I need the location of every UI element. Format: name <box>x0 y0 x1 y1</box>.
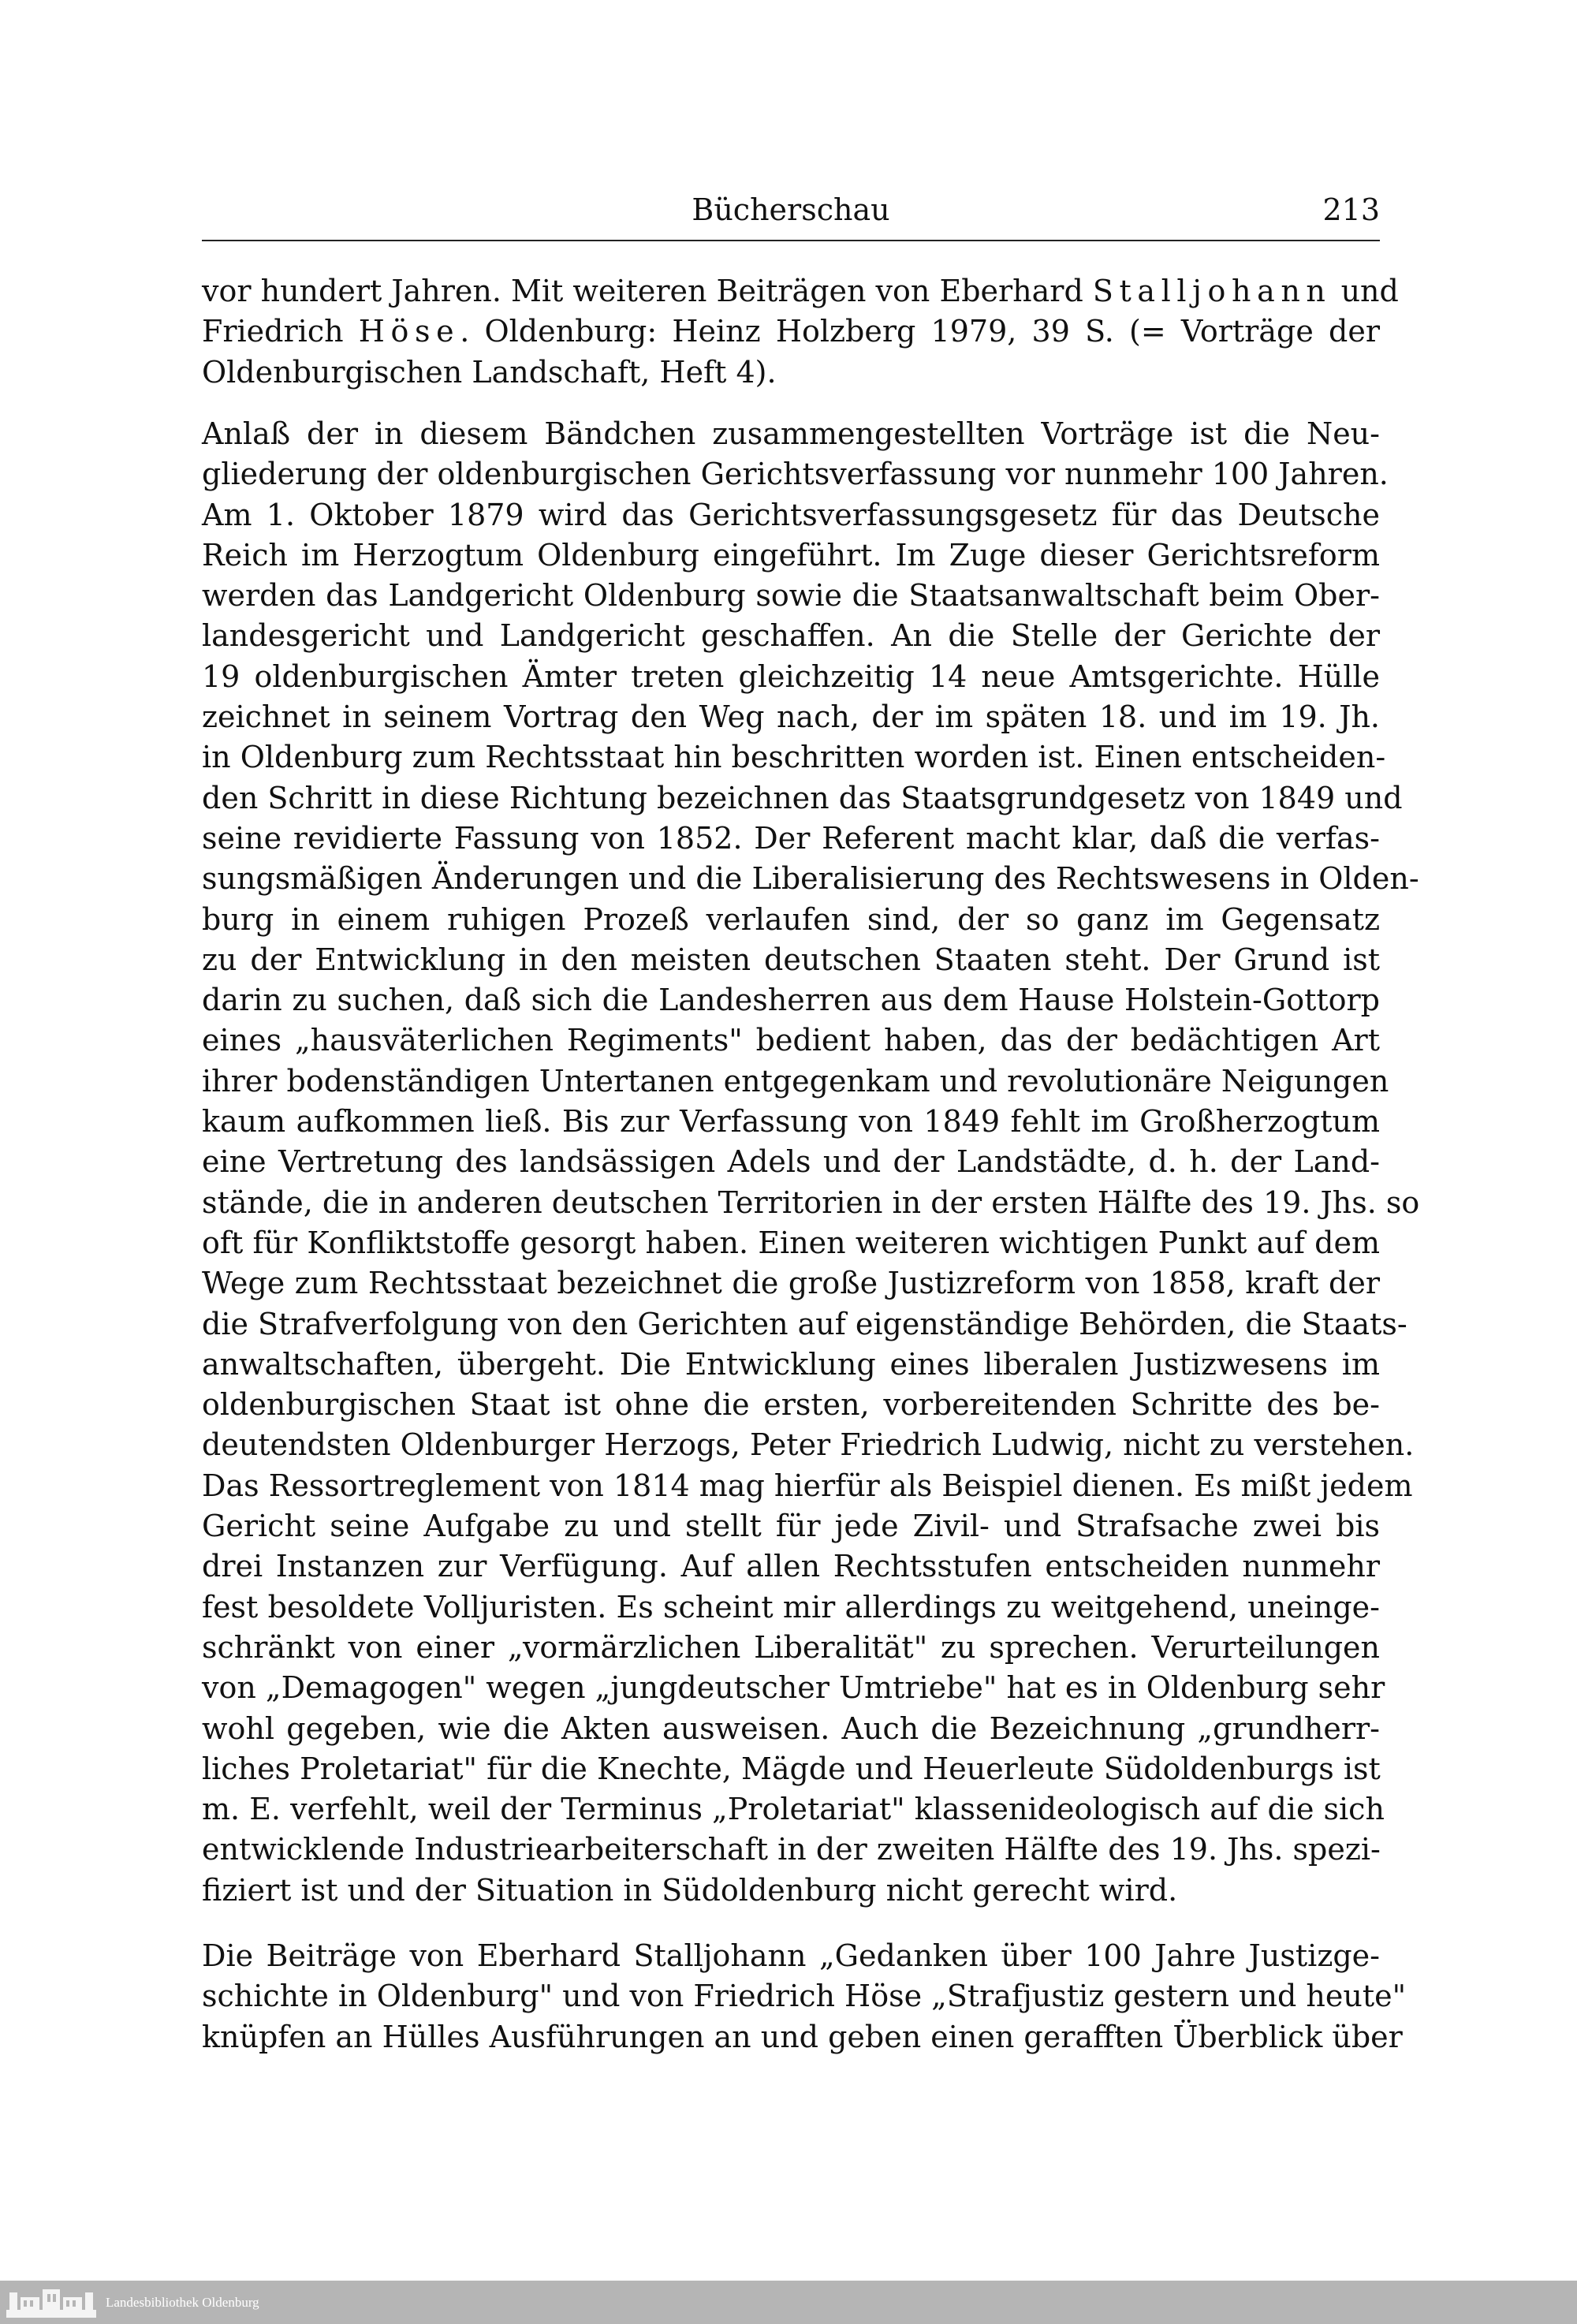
text-line: von „Demagogen" wegen „jungdeutscher Umtriebe" hat es in Oldenburg sehr <box>202 1670 1385 1706</box>
text-line: den Schritt in diese Richtung bezeichnen das Staatsgrundgesetz von 1849 und <box>202 780 1403 815</box>
text-line: eines „hausväterlichen Regiments" bedient haben, das der bedächtigen Art <box>202 1023 1380 1058</box>
review-paragraph-2 <box>202 1936 1407 2057</box>
text-line: Reich im Herzogtum Oldenburg eingeführt. Im Zuge dieser Gerichtsreform <box>202 537 1380 573</box>
library-building-icon <box>5 2286 98 2319</box>
text-line: Die Beiträge von Eberhard Stalljohann „Gedanken über 100 Jahre Justizge- <box>202 1938 1380 1973</box>
text-line: stände, die in anderen deutschen Territorien in der ersten Hälfte des 19. Jhs. so <box>202 1184 1420 1220</box>
text-line: seine revidierte Fassung von 1852. Der Referent macht klar, daß die verfas- <box>202 820 1380 856</box>
text-line: die Strafverfolgung von den Gerichten auf eigenständige Behörden, die Staats- <box>202 1306 1407 1341</box>
text-line: Gericht seine Aufgabe zu und stellt für jede Zivil- und Strafsache zwei bis <box>202 1509 1380 1544</box>
text-line: burg in einem ruhigen Prozeß verlaufen sind, der so ganz im Gegensatz <box>202 901 1380 937</box>
text-line: Das Ressortreglement von 1814 mag hierfür als Beispiel dienen. Es mißt jedem <box>202 1468 1413 1503</box>
text-line: entwicklende Industriearbeiterschaft in der zweiten Hälfte des 19. Jhs. spezi- <box>202 1832 1381 1867</box>
text-line: oft für Konfliktstoffe gesorgt haben. Einen weiteren wichtigen Punkt auf dem <box>202 1225 1380 1260</box>
text-line: eine Vertretung des landsässigen Adels und der Landstädte, d. h. der Land- <box>202 1144 1380 1180</box>
text-line: Wege zum Rechtsstaat bezeichnet die große Justizreform von 1858, kraft der <box>202 1266 1380 1301</box>
page-header <box>202 188 1380 232</box>
citation-block <box>202 271 1399 393</box>
text-line: zeichnet in seinem Vortrag den Weg nach, der im späten 18. und im 19. Jh. <box>202 699 1380 735</box>
page-number: 213 <box>1322 192 1380 227</box>
footer-bar <box>0 2281 1577 2324</box>
text-line: sungsmäßigen Änderungen und die Liberalisierung des Rechtswesens in Olden- <box>202 861 1419 897</box>
text-line: kaum aufkommen ließ. Bis zur Verfassung von 1849 fehlt im Großherzogtum <box>202 1104 1380 1140</box>
text-line: Am 1. Oktober 1879 wird das Gerichtsverfassungsgesetz für das Deutsche <box>202 497 1380 532</box>
library-name: Landesbibliothek Oldenburg <box>106 2295 259 2310</box>
text-line: schichte in Oldenburg" und von Friedrich Höse „Strafjustiz gestern und heute" <box>202 1979 1407 2014</box>
text-line: landesgericht und Landgericht geschaffen. An die Stelle der Gerichte der <box>202 618 1380 654</box>
text-line: fiziert ist und der Situation in Südoldenburg nicht gerecht wird. <box>202 1872 1178 1908</box>
running-title: Bücherschau <box>692 192 890 227</box>
text-line: drei Instanzen zur Verfügung. Auf allen Rechtsstufen entscheiden nunmehr <box>202 1549 1380 1584</box>
text-line: schränkt von einer „vormärzlichen Liberalität" zu sprechen. Verurteilungen <box>202 1629 1380 1665</box>
citation-line: Friedrich Höse. Oldenburg: Heinz Holzberg 1979, 39 S. (= Vorträge der <box>202 314 1380 349</box>
text-line: deutendsten Oldenburger Herzogs, Peter Friedrich Ludwig, nicht zu verstehen. <box>202 1427 1415 1463</box>
text-line: gliederung der oldenburgischen Gerichtsverfassung vor nunmehr 100 Jahren. <box>202 457 1389 492</box>
text-line: wohl gegeben, wie die Akten ausweisen. Auch die Bezeichnung „grundherr- <box>202 1710 1380 1746</box>
text-line: in Oldenburg zum Rechtsstaat hin beschritten worden ist. Einen entscheiden- <box>202 740 1386 775</box>
text-line: werden das Landgericht Oldenburg sowie die Staatsanwaltschaft beim Ober- <box>202 578 1380 614</box>
text-line: liches Proletariat" für die Knechte, Mägde und Heuerleute Südoldenburgs ist <box>202 1751 1381 1786</box>
citation-line: Oldenburgischen Landschaft, Heft 4). <box>202 354 777 390</box>
text-line: 19 oldenburgischen Ämter treten gleichzeitig 14 neue Amtsgerichte. Hülle <box>202 658 1380 694</box>
text-line: m. E. verfehlt, weil der Terminus „Proletariat" klassenideologisch auf die sich <box>202 1792 1385 1827</box>
text-line: Anlaß der in diesem Bändchen zusammengestellten Vorträge ist die Neu- <box>202 416 1380 451</box>
text-line: anwaltschaften, übergeht. Die Entwicklung eines liberalen Justizwesens im <box>202 1346 1380 1382</box>
text-line: darin zu suchen, daß sich die Landesherren aus dem Hause Holstein-Gottorp <box>202 983 1380 1018</box>
text-line: fest besoldete Volljuristen. Es scheint mir allerdings zu weitgehend, uneinge- <box>202 1589 1380 1625</box>
citation-line: vor hundert Jahren. Mit weiteren Beiträgen von Eberhard Stalljohann und <box>202 274 1399 308</box>
header-rule <box>202 240 1380 241</box>
text-line: knüpfen an Hülles Ausführungen an und geben einen gerafften Überblick über <box>202 2019 1403 2054</box>
text-line: oldenburgischen Staat ist ohne die ersten, vorbereitenden Schritte des be- <box>202 1387 1380 1423</box>
review-paragraph-1 <box>202 414 1420 1911</box>
text-line: ihrer bodenständigen Untertanen entgegenkam und revolutionäre Neigungen <box>202 1063 1389 1099</box>
text-line: zu der Entwicklung in den meisten deutschen Staaten steht. Der Grund ist <box>202 942 1380 977</box>
